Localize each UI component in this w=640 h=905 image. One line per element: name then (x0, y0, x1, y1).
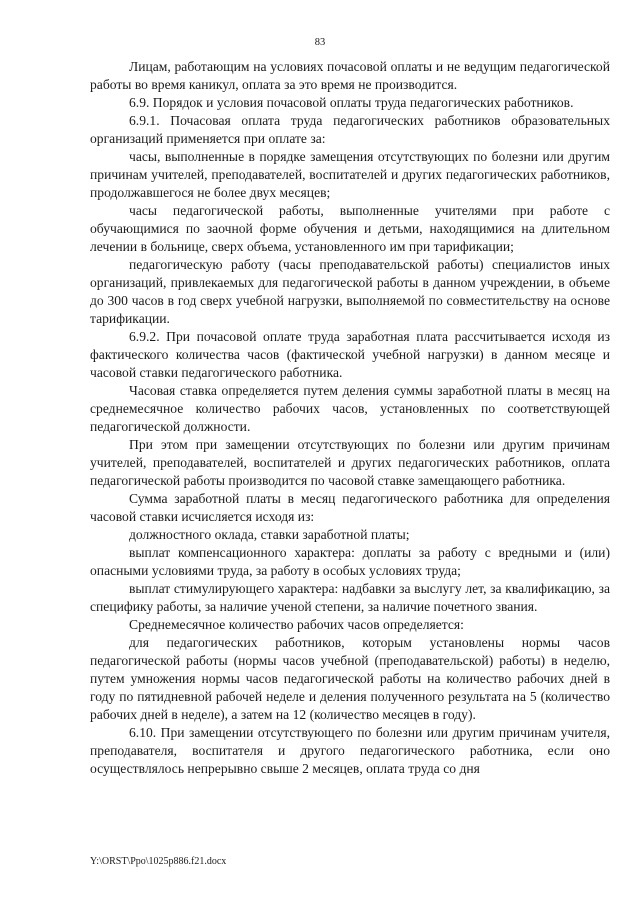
list-item-substitution-hours: часы, выполненные в порядке замещения отсутствующих по болезни или другим причинам учителей, преподавателей, воспитателей и других педагогических работников, продолжавшегося не более двух месяцев; (90, 149, 610, 200)
paragraph-average-hours: Среднемесячное количество рабочих часов определяется: (129, 617, 464, 632)
paragraph-hourly-rate: Часовая ставка определяется путем деления суммы заработной платы в месяц на среднемесячное количество рабочих часов, установленных по соответствующей педагогической должности. (90, 383, 610, 434)
paragraph-6-9-2: 6.9.2. При почасовой оплате труда заработная плата рассчитывается исходя из фактического количества часов (фактической учебной нагрузки) в данном месяце и часовой ставки педагогического работника. (90, 329, 610, 380)
list-item-external-specialists: педагогическую работу (часы преподавательской работы) специалистов иных организаций, привлекаемых для педагогической работы в данном учреждении, в объеме до 300 часов в год сверх учебной нагрузки, выполняемой по совместительству на основе тарификации. (90, 257, 610, 326)
section-heading-6-9: 6.9. Порядок и условия почасовой оплаты труда педагогических работников. (129, 95, 574, 110)
paragraph-6-9-1: 6.9.1. Почасовая оплата труда педагогических работников образовательных организаций применяется при оплате за: (90, 113, 610, 146)
list-item-correspondence-hours: часы педагогической работы, выполненные учителями при работе с обучающимися по заочной форме обучения и детьми, находящимися на длительном лечении в больнице, сверх объема, установленного им при тарификации; (90, 203, 610, 254)
paragraph-hourly-vacation: Лицам, работающим на условиях почасовой оплаты и не ведущим педагогической работы во время каникул, оплата за это время не производится. (90, 59, 610, 92)
list-item-base-salary: должностного оклада, ставки заработной платы; (129, 527, 410, 542)
file-path-footer: Y:\ORST\Ppo\1025p886.f21.docx (90, 856, 227, 867)
document-body (90, 58, 610, 778)
page-number: 83 (314, 37, 326, 48)
list-item-hours-calculation: для педагогических работников, которым установлены нормы часов педагогической работы (нормы часов учебной (преподавательской) работы) в неделю, путем умножения нормы часов педагогической работы на количество рабочих дней в году по пятидневной рабочей неделе и деления полученного результата на 5 (количество рабочих дней в неделе), а затем на 12 (количество месяцев в году). (90, 635, 610, 722)
list-item-incentive: выплат стимулирующего характера: надбавки за выслугу лет, за квалификацию, за специфику работы, за наличие ученой степени, за наличие почетного звания. (90, 581, 610, 614)
paragraph-salary-sum: Сумма заработной платы в месяц педагогического работника для определения часовой ставки исчисляется исходя из: (90, 491, 610, 524)
section-heading-6-10: 6.10. При замещении отсутствующего по болезни или другим причинам учителя, преподавателя, воспитателя и другого педагогического работника, если оно осуществлялось непрерывно свыше 2 месяцев, оплата труда со дня (90, 725, 610, 776)
paragraph-substitution-rate: При этом при замещении отсутствующих по болезни или другим причинам учителей, преподавателей, воспитателей и других педагогических работников, оплата педагогической работы производится по часовой ставке замещающего работника. (90, 437, 610, 488)
list-item-compensation: выплат компенсационного характера: доплаты за работу с вредными и (или) опасными условиями труда, за работу в особых условиях труда; (90, 545, 610, 578)
